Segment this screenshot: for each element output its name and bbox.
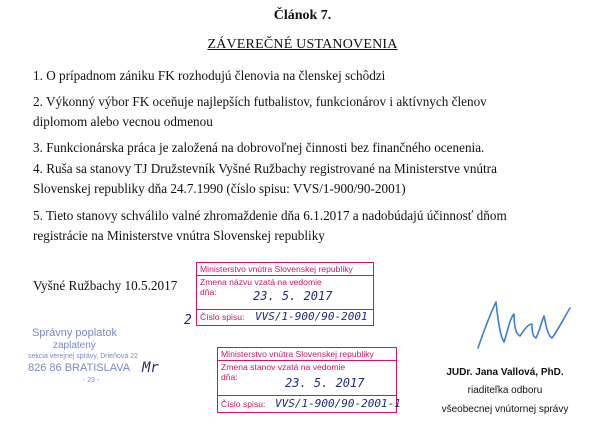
fee-stamp-paid: zaplatený (53, 340, 96, 351)
handwritten-mark: 2 (184, 313, 192, 328)
handwritten-file-number: VVS/1-900/90-2001 (255, 310, 368, 323)
clause-5: 5. Tieto stanovy schválilo valné zhromaždenie dňa 6.1.2017 a nadobúdajú účinnosť dňom registrácie na Ministerstve vnútra Slovenskej republiky (33, 208, 507, 243)
fee-stamp-number: - 23 - (83, 377, 100, 384)
signatory-role-line2: všeobecnej vnútornej správy (441, 404, 569, 415)
place-and-date: Vyšné Ružbachy 10.5.2017 (33, 278, 178, 293)
stamp-file-label: Číslo spisu: (200, 312, 245, 322)
clause-1: 1. O prípadnom zániku FK rozhodujú členovia na členskej schôdzi (33, 68, 386, 83)
stamp-date-label: dňa: (221, 372, 238, 382)
handwritten-date: 23. 5. 2017 (285, 376, 365, 390)
stamp-date-label: dňa: (200, 287, 217, 297)
clause-2: 2. Výkonný výbor FK oceňuje najlepších futbalistov, funkcionárov i aktívnych členov diplomom alebo vecnou odmenou (33, 94, 487, 129)
stamp-header: Ministerstvo vnútra Slovenskej republiky (200, 264, 353, 274)
handwritten-file-number: VVS/1-900/90-2001-1 (275, 397, 401, 410)
clause-4: 4. Ruša sa stanovy TJ Družstevník Vyšné Ružbachy registrované na Ministerstve vnútra Slovenskej republiky dňa 24.7.1990 (číslo spisu: VVS/1-900/90-2001) (33, 161, 497, 196)
fee-stamp-city: 826 86 BRATISLAVA (28, 362, 131, 374)
fee-stamp-initials: Mr (142, 360, 159, 376)
stamp-divider (218, 395, 396, 396)
stamp-line: Zmena názvu vzatá na vedomie (200, 277, 322, 287)
stamp-divider (197, 275, 373, 276)
signatory-role-line1: riaditeľka odboru (467, 385, 543, 396)
fee-stamp-address: sekcia verejnej správy, Drieňová 22 (28, 353, 138, 360)
stamp-header: Ministerstvo vnútra Slovenskej republiky (221, 349, 374, 359)
stamp-line: Zmena stanov vzatá na vedomie (221, 362, 346, 372)
stamp-file-label: Číslo spisu: (221, 399, 266, 409)
stamp-divider (218, 360, 396, 361)
signatory-name: JUDr. Jana Vallová, PhD. (446, 367, 564, 378)
fee-stamp-title: Správny poplatok (32, 327, 117, 339)
handwritten-date: 23. 5. 2017 (253, 289, 333, 303)
clause-3: 3. Funkcionárska práca je založená na dobrovoľnej činnosti bez finančného ocenenia. (33, 140, 485, 155)
signature-mark (470, 290, 590, 360)
article-title: Článok 7. (273, 8, 332, 23)
section-heading: ZÁVEREČNÉ USTANOVENIA (207, 37, 398, 52)
